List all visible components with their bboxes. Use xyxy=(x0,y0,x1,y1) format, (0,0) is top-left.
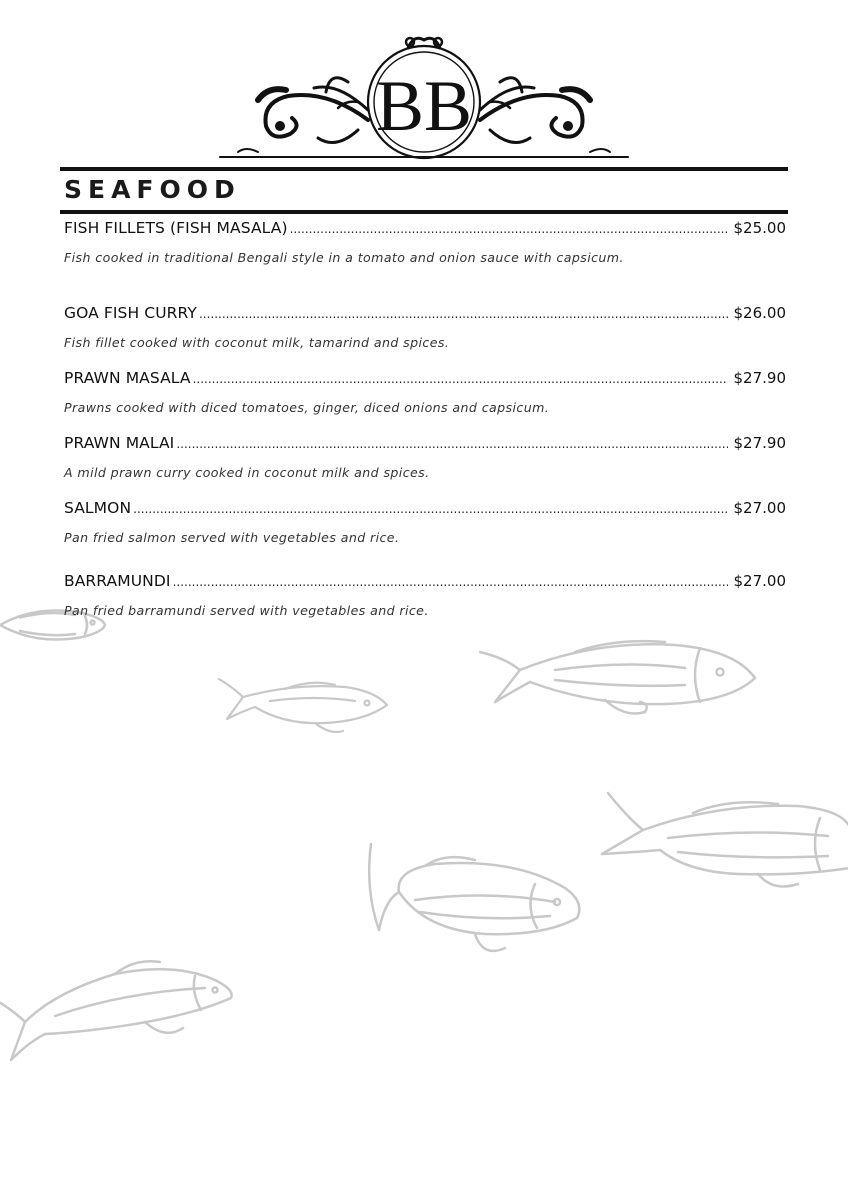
fish-sketch-icon xyxy=(0,952,237,1064)
dot-leader xyxy=(133,502,727,516)
menu-item xyxy=(64,572,786,618)
item-description: Pan fried salmon served with vegetables and rice. xyxy=(64,530,400,545)
dot-leader xyxy=(193,372,728,386)
item-description: Fish fillet cooked with coconut milk, tamarind and spices. xyxy=(64,335,450,350)
item-description: Prawns cooked with diced tomatoes, ginger, diced onions and capsicum. xyxy=(64,400,550,415)
fish-sketch-icon xyxy=(215,675,390,737)
fish-sketch-icon xyxy=(475,630,760,720)
item-name: BARRAMUNDI xyxy=(64,572,171,590)
menu-item xyxy=(64,219,786,265)
menu-item xyxy=(64,434,786,480)
header-rule-bottom xyxy=(60,210,788,214)
header-rule-top xyxy=(60,167,788,171)
item-description: A mild prawn curry cooked in coconut milk and spices. xyxy=(64,465,430,480)
item-price: $26.00 xyxy=(733,304,786,322)
menu-item xyxy=(64,499,786,545)
section-title: SEAFOOD xyxy=(64,175,241,204)
menu-item xyxy=(64,304,786,350)
dot-leader xyxy=(173,575,728,589)
dot-leader xyxy=(176,437,727,451)
item-description: Fish cooked in traditional Bengali style in a tomato and onion sauce with capsicum. xyxy=(64,250,624,265)
item-price: $27.00 xyxy=(733,572,786,590)
item-name: FISH FILLETS (FISH MASALA) xyxy=(64,219,288,237)
item-price: $27.90 xyxy=(733,369,786,387)
dot-leader xyxy=(290,222,728,236)
item-description: Pan fried barramundi served with vegetables and rice. xyxy=(64,603,429,618)
item-name: PRAWN MASALA xyxy=(64,369,191,387)
fish-sketch-icon xyxy=(598,788,848,896)
item-name: GOA FISH CURRY xyxy=(64,304,197,322)
fish-sketch-icon xyxy=(365,840,587,960)
logo xyxy=(218,30,630,162)
item-name: PRAWN MALAI xyxy=(64,434,175,452)
item-price: $25.00 xyxy=(733,219,786,237)
menu-item xyxy=(64,369,786,415)
item-price: $27.90 xyxy=(733,434,786,452)
logo-monogram: BB xyxy=(375,66,473,146)
item-name: SALMON xyxy=(64,499,132,517)
item-price: $27.00 xyxy=(733,499,786,517)
dot-leader xyxy=(199,307,728,321)
